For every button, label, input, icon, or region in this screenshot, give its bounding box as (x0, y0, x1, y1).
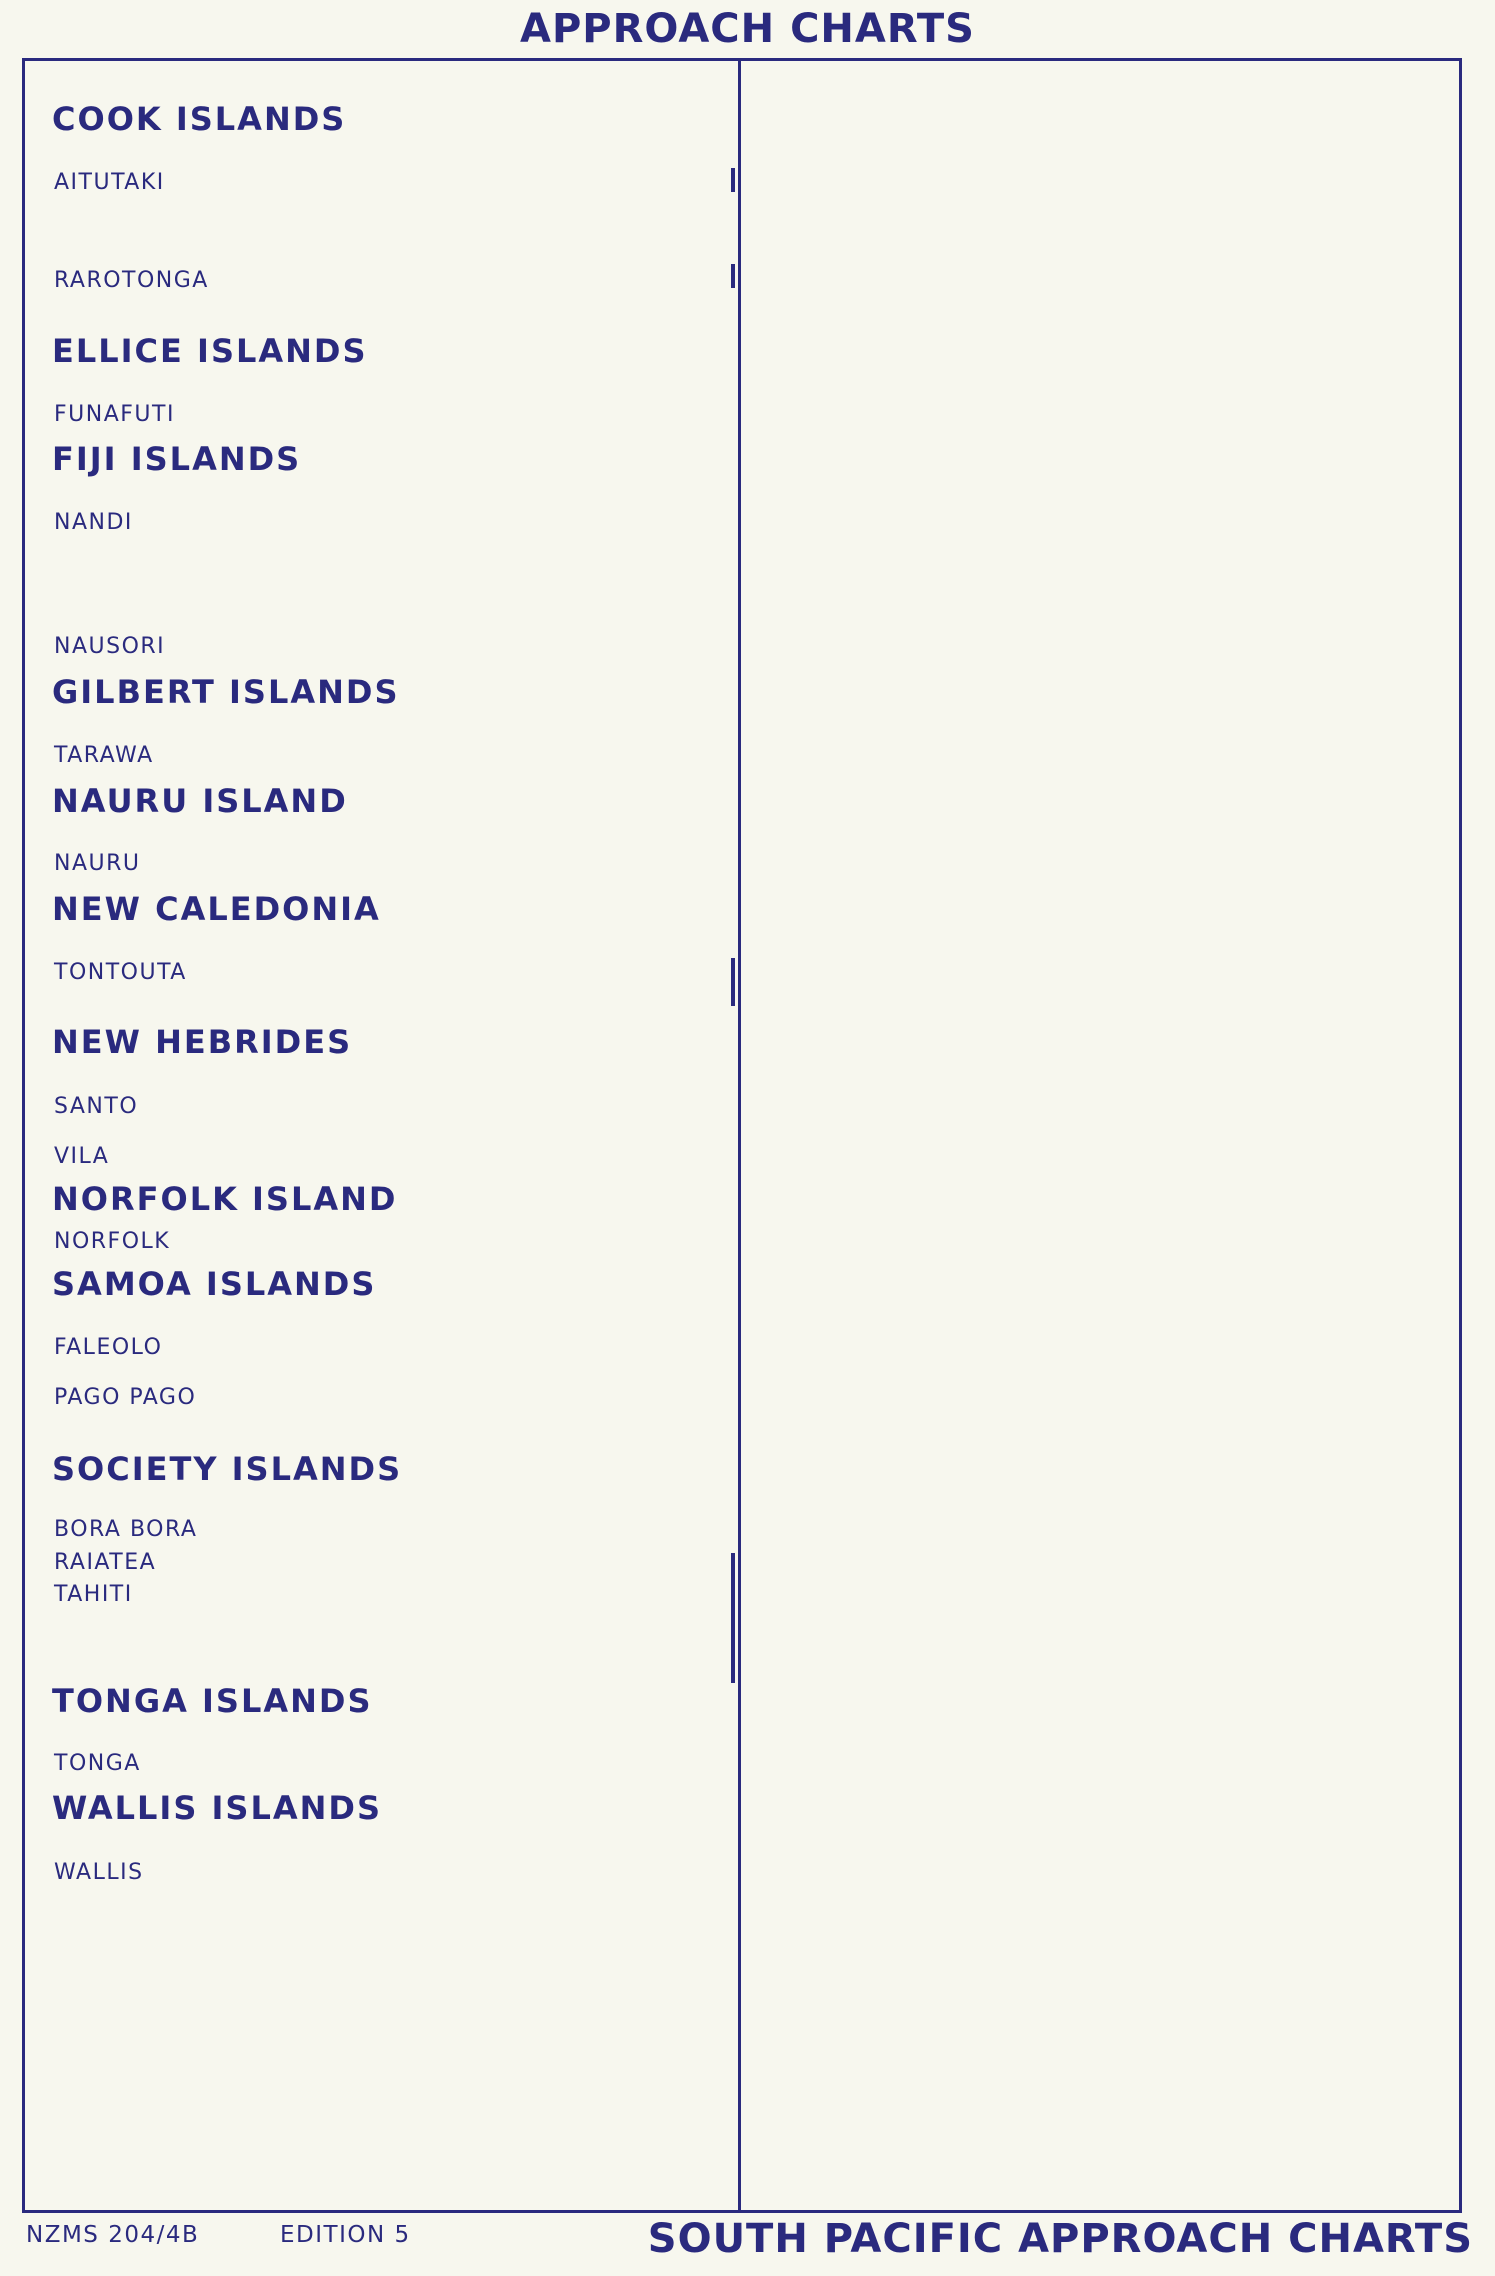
place-name: PAGO PAGO (54, 1385, 197, 1410)
place-name: RAIATEA (54, 1550, 157, 1575)
place-name: RAROTONGA (54, 268, 209, 293)
place-name: WALLIS (54, 1860, 144, 1885)
place-name: AITUTAKI (54, 170, 165, 195)
place-name: TONTOUTA (54, 960, 187, 985)
footer-title: SOUTH PACIFIC APPROACH CHARTS (647, 2216, 1473, 2262)
bracket-bar (731, 264, 735, 288)
place-name: NANDI (54, 510, 133, 535)
column-divider (738, 58, 741, 2213)
section-heading: SOCIETY ISLANDS (52, 1450, 403, 1488)
place-name: NAURU (54, 851, 141, 876)
edition-label: EDITION 5 (280, 2222, 411, 2248)
place-name: TAHITI (54, 1582, 133, 1607)
section-heading: NEW HEBRIDES (52, 1023, 353, 1061)
section-heading: NAURU ISLAND (52, 782, 348, 820)
section-heading: NEW CALEDONIA (52, 890, 381, 928)
bracket-bar (731, 168, 735, 192)
section-heading: WALLIS ISLANDS (52, 1789, 382, 1827)
section-heading: GILBERT ISLANDS (52, 673, 400, 711)
place-name: FUNAFUTI (54, 402, 175, 427)
place-name: TONGA (54, 1751, 141, 1776)
place-name: VILA (54, 1144, 110, 1169)
section-heading: TONGA ISLANDS (52, 1682, 373, 1720)
bracket-bar (731, 1553, 735, 1683)
place-name: BORA BORA (54, 1517, 198, 1542)
section-heading: SAMOA ISLANDS (52, 1265, 377, 1303)
page-frame (22, 58, 1462, 2213)
place-name: SANTO (54, 1094, 139, 1119)
bracket-bar (731, 958, 735, 1006)
section-heading: ELLICE ISLANDS (52, 332, 368, 370)
map-reference: NZMS 204/4B (26, 2222, 200, 2248)
section-heading: COOK ISLANDS (52, 100, 347, 138)
place-name: NORFOLK (54, 1229, 171, 1254)
section-heading: NORFOLK ISLAND (52, 1180, 398, 1218)
place-name: FALEOLO (54, 1335, 163, 1360)
place-name: NAUSORI (54, 634, 166, 659)
place-name: TARAWA (54, 743, 154, 768)
section-heading: FIJI ISLANDS (52, 440, 302, 478)
page-title: APPROACH CHARTS (520, 6, 975, 52)
